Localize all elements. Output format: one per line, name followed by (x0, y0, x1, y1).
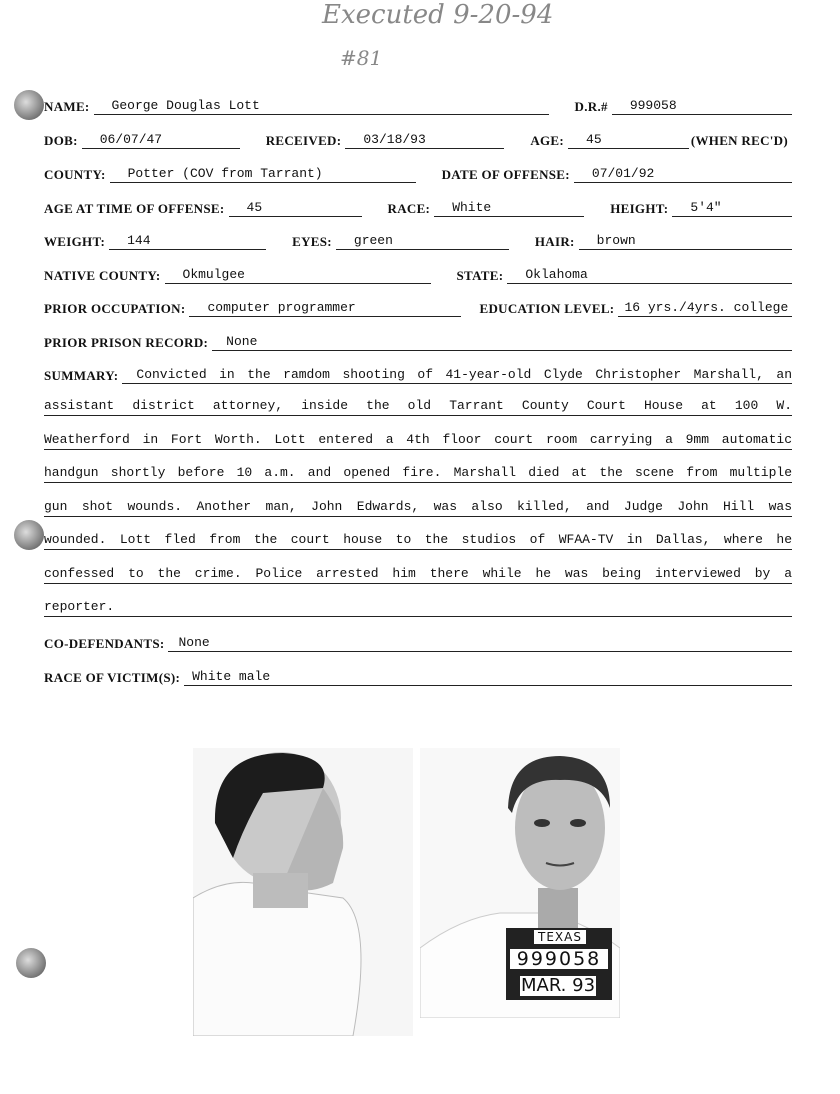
received-value: 03/18/93 (345, 131, 504, 149)
name-value: George Douglas Lott (94, 97, 549, 115)
height-label: HEIGHT: (610, 201, 669, 216)
summary-line: assistant district attorney, inside the old Tarrant County Court House at 100 W. (44, 396, 792, 416)
profile-mugshot-photo (193, 748, 413, 1036)
age-at-offense-value: 45 (229, 199, 362, 217)
dob-value: 06/07/47 (82, 131, 240, 149)
dr-label: D.R.# (574, 99, 608, 114)
weight-value: 144 (109, 232, 266, 250)
dr-value: 999058 (612, 97, 792, 115)
height-value: 5'4" (672, 199, 792, 217)
row-summary (44, 362, 792, 384)
state-value: Oklahoma (507, 266, 792, 284)
weight-label: WEIGHT: (44, 234, 106, 249)
row-prior-record (44, 329, 792, 351)
binder-hole (16, 948, 46, 978)
row-dob (44, 127, 792, 149)
race-label: RACE: (387, 201, 431, 216)
age-label: AGE: (530, 133, 565, 148)
eyes-label: EYES: (292, 234, 332, 249)
prior-occupation-label: PRIOR OCCUPATION: (44, 301, 186, 316)
row-weight (44, 228, 792, 250)
handwritten-executed-note: Executed 9-20-94 (322, 0, 554, 30)
binder-hole (14, 90, 44, 120)
placard-number: 999058 (510, 949, 608, 969)
row-occupation (44, 295, 792, 317)
state-label: STATE: (456, 268, 504, 283)
placard-state: TEXAS (534, 930, 586, 944)
name-label: NAME: (44, 99, 90, 114)
native-county-value: Okmulgee (165, 266, 431, 284)
row-age-offense (44, 195, 792, 217)
row-native-county (44, 262, 792, 284)
summary-line: reporter. (44, 597, 792, 617)
codefendants-label: CO-DEFENDANTS: (44, 636, 165, 651)
summary-line: confessed to the crime. Police arrested him there while he was being interviewed by a (44, 564, 792, 584)
race-value: White (434, 199, 584, 217)
placard-date: MAR. 93 (520, 975, 596, 996)
county-label: COUNTY: (44, 167, 106, 182)
native-county-label: NATIVE COUNTY: (44, 268, 161, 283)
prior-occupation-value: computer programmer (189, 299, 461, 317)
summary-label: SUMMARY: (44, 368, 119, 383)
education-label: EDUCATION LEVEL: (479, 301, 615, 316)
education-value: 16 yrs./4yrs. college (618, 299, 792, 317)
summary-line: wounded. Lott fled from the court house to the studios of WFAA-TV in Dallas, where he (44, 530, 792, 550)
summary-line: gun shot wounds. Another man, John Edwards, was also killed, and Judge John Hill was (44, 497, 792, 517)
age-at-offense-label: AGE AT TIME OF OFFENSE: (44, 201, 225, 216)
codefendants-value: None (168, 634, 792, 652)
hair-label: HAIR: (534, 234, 575, 249)
date-of-offense-label: DATE OF OFFENSE: (441, 167, 570, 182)
row-race-of-victims (44, 664, 792, 686)
row-codefendants (44, 630, 792, 652)
received-label: RECEIVED: (265, 133, 342, 148)
eyes-value: green (336, 232, 509, 250)
row-county (44, 161, 792, 183)
summary-line: Convicted in the ramdom shooting of 41-year-old Clyde Christopher Marshall, an (122, 366, 792, 384)
age-suffix: (WHEN REC'D) (690, 133, 789, 148)
race-of-victims-label: RACE OF VICTIM(S): (44, 670, 181, 685)
summary-line: Weatherford in Fort Worth. Lott entered a 4th floor court room carrying a 9mm automatic (44, 430, 792, 450)
race-of-victims-value: White male (184, 668, 792, 686)
booking-placard (506, 928, 612, 1000)
row-name (44, 93, 792, 115)
prior-record-label: PRIOR PRISON RECORD: (44, 335, 209, 350)
hair-value: brown (579, 232, 792, 250)
dob-label: DOB: (44, 133, 78, 148)
summary-line: handgun shortly before 10 a.m. and opened fire. Marshall died at the scene from multiple (44, 463, 792, 483)
binder-hole (14, 520, 44, 550)
handwritten-number: #81 (340, 46, 383, 70)
prior-record-value: None (212, 333, 792, 351)
county-value: Potter (COV from Tarrant) (110, 165, 416, 183)
age-value: 45 (568, 131, 689, 149)
date-of-offense-value: 07/01/92 (574, 165, 792, 183)
